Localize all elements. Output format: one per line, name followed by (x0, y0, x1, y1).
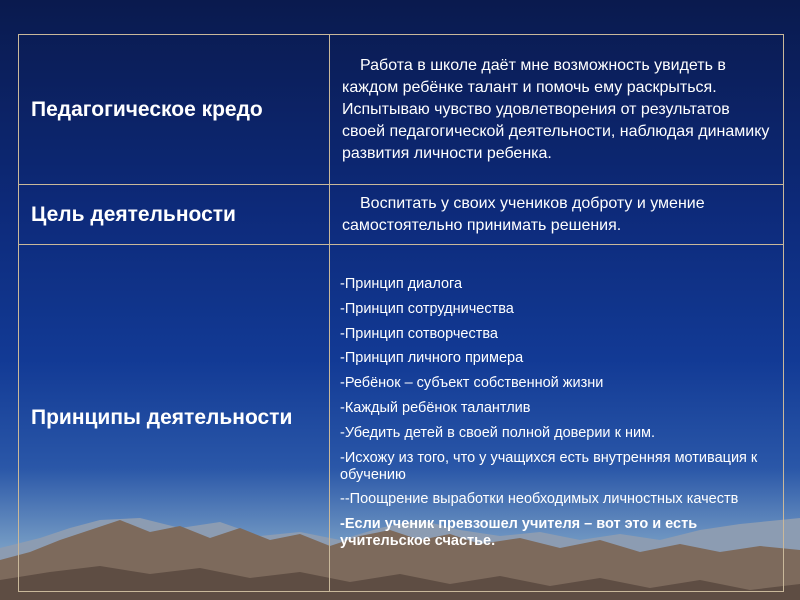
list-item: -Если ученик превзошел учителя – вот это и есть учительское счастье. (340, 516, 698, 550)
list-item: -Принцип сотворчества (340, 325, 498, 342)
row-goal (19, 185, 784, 245)
goal-text-cell (330, 185, 784, 245)
credo-label: Педагогическое кредо (19, 35, 330, 185)
principles-label: Принципы деятельности (19, 245, 330, 592)
goal-text: Воспитать у своих учеников доброту и умение самостоятельно принимать решения. (342, 194, 705, 234)
list-item: --Поощрение выработки необходимых личностных качеств (340, 491, 739, 508)
list-item: -Исхожу из того, что у учащихся есть внутренняя мотивация к обучению (340, 449, 758, 483)
list-item: -Принцип личного примера (340, 350, 524, 367)
list-item: -Принцип сотрудничества (340, 300, 514, 317)
row-credo (19, 35, 784, 185)
credo-text: Работа в школе даёт мне возможность увидеть в каждом ребёнке талант и помочь ему раскрыться. Испытываю чувство удовлетворения от результатов своей педагогической деятельности, наблюдая динамику развития личности ребенка. (342, 56, 770, 162)
pedagogical-profile-table (18, 34, 784, 592)
list-item: -Каждый ребёнок талантлив (340, 400, 531, 416)
credo-text-cell (330, 35, 784, 185)
list-item: -Убедить детей в своей полной доверии к ним. (340, 424, 656, 441)
goal-label: Цель деятельности (19, 185, 330, 245)
list-item: -Принцип диалога (340, 276, 463, 293)
principles-list-cell (330, 245, 784, 592)
principles-list (340, 276, 773, 550)
list-item: -Ребёнок – субъект собственной жизни (340, 375, 604, 392)
row-principles (19, 245, 784, 592)
